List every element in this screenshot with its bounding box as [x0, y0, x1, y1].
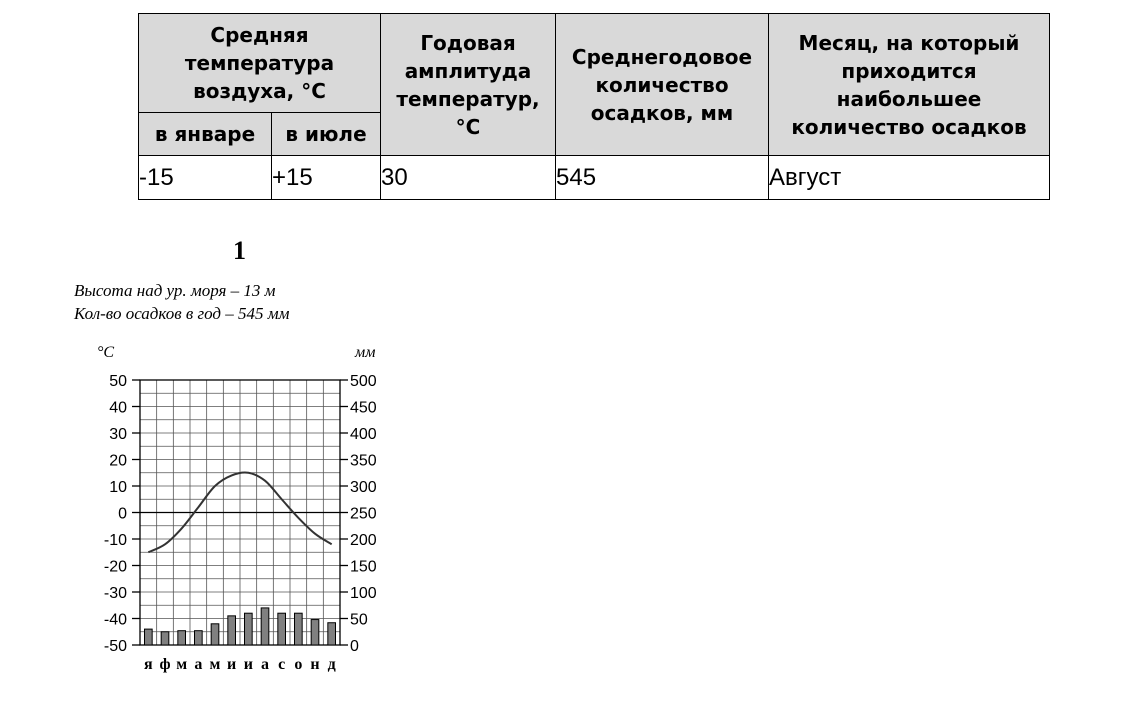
precip-bar — [211, 624, 219, 645]
month-label: м — [209, 656, 221, 673]
cell-july: +15 — [272, 156, 381, 200]
left-tick-label: 10 — [109, 479, 127, 496]
header-july: в июле — [272, 113, 381, 156]
precip-bar — [328, 623, 336, 645]
month-label: н — [310, 656, 320, 673]
left-tick-label: -10 — [103, 532, 127, 549]
month-label: я — [144, 656, 153, 673]
right-tick-label: 400 — [350, 426, 377, 443]
month-label: а — [194, 656, 203, 673]
left-unit-label: °С — [97, 344, 115, 361]
month-label: а — [261, 656, 269, 673]
header-max-month: Месяц, на который приходится наибольшее количество осадков — [769, 14, 1050, 156]
left-tick-label: 30 — [109, 426, 127, 443]
precip-bar — [178, 631, 186, 645]
right-tick-label: 300 — [350, 479, 377, 496]
header-amplitude: Годовая амплитуда температур, °С — [381, 14, 556, 156]
precip-bar — [311, 620, 319, 645]
precip-bar — [195, 631, 203, 645]
precip-bar — [295, 613, 303, 645]
header-avg-temp: Средняя температура воздуха, °С — [139, 14, 381, 113]
right-tick-label: 200 — [350, 532, 377, 549]
month-label: и — [227, 656, 237, 673]
right-tick-label: 150 — [350, 558, 377, 576]
month-label: ф — [159, 656, 171, 673]
left-tick-label: -30 — [103, 585, 127, 602]
month-label: д — [327, 656, 336, 673]
right-tick-label: 500 — [350, 373, 377, 390]
precip-bar — [261, 608, 269, 645]
cell-amplitude: 30 — [381, 156, 556, 200]
precip-bar — [228, 616, 236, 645]
right-tick-label: 50 — [350, 611, 368, 629]
month-label: и — [243, 656, 253, 673]
cell-max-month: Август — [769, 156, 1050, 200]
month-label: м — [176, 656, 188, 673]
right-tick-label: 0 — [350, 638, 359, 655]
cell-january: -15 — [139, 156, 272, 200]
header-january: в январе — [139, 113, 272, 156]
precip-bar — [161, 632, 169, 645]
chart-precip-line: Кол-во осадков в год – 545 мм — [74, 304, 290, 323]
left-tick-label: -40 — [103, 611, 127, 629]
header-precipitation: Среднегодовое количество осадков, мм — [556, 14, 769, 156]
month-label: о — [294, 656, 303, 673]
chart-number: 1 — [233, 236, 246, 265]
chart-altitude-line: Высота над ур. моря – 13 м — [74, 281, 276, 300]
left-tick-label: 0 — [118, 505, 127, 523]
precip-bar — [245, 613, 253, 645]
precip-bar — [278, 613, 286, 645]
right-tick-label: 350 — [350, 452, 377, 470]
month-label: с — [278, 656, 286, 673]
left-tick-label: 40 — [109, 399, 127, 417]
left-tick-label: -50 — [103, 638, 127, 655]
left-tick-label: 50 — [109, 373, 127, 390]
left-tick-label: 20 — [109, 452, 127, 470]
precip-bar — [145, 629, 153, 645]
right-tick-label: 250 — [350, 505, 377, 523]
right-tick-label: 100 — [350, 585, 377, 602]
cell-precipitation: 545 — [556, 156, 769, 200]
right-tick-label: 450 — [350, 399, 377, 417]
right-unit-label: мм — [355, 344, 376, 361]
left-tick-label: -20 — [103, 558, 127, 576]
